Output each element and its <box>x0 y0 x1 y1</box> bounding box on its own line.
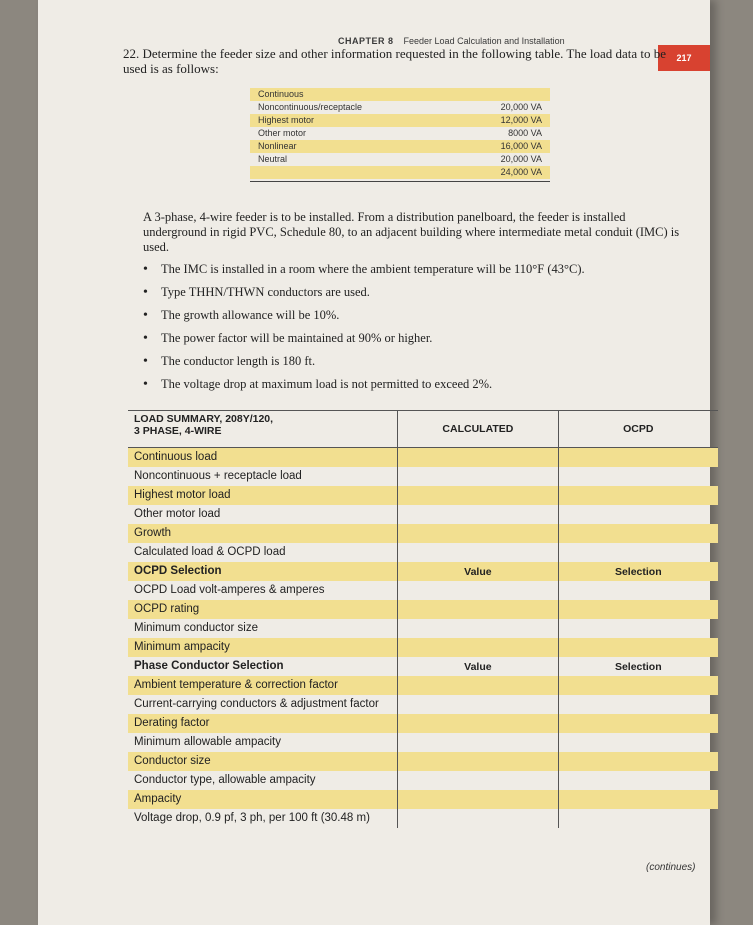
bullet-item <box>143 304 703 327</box>
summary-cell-calculated <box>397 600 557 619</box>
summary-cell-calculated <box>397 676 557 695</box>
bullet-item <box>143 281 703 304</box>
summary-row-label: Noncontinuous + receptacle load <box>134 470 302 482</box>
summary-row <box>128 562 718 581</box>
summary-row-label: OCPD rating <box>134 603 200 615</box>
bullet-text: The conductor length is 180 ft. <box>161 354 316 368</box>
summary-cell-calculated <box>397 619 557 638</box>
summary-cell-calculated <box>397 581 557 600</box>
bullet-text: The growth allowance will be 10%. <box>161 308 340 322</box>
bullet-text: The voltage drop at maximum load is not permitted to exceed 2%. <box>161 377 493 391</box>
bullet-dot-icon: • <box>143 284 148 300</box>
summary-rows <box>128 448 718 828</box>
summary-row-label: Minimum conductor size <box>134 622 258 634</box>
summary-row-label: Highest motor load <box>134 489 231 501</box>
summary-row-label: Other motor load <box>134 508 221 520</box>
bullet-list <box>143 258 703 396</box>
load-label: Nonlinear <box>258 141 297 151</box>
summary-row <box>128 676 718 695</box>
summary-cell-calculated <box>397 771 557 790</box>
summary-row <box>128 752 718 771</box>
summary-row-label: OCPD Selection <box>134 565 222 577</box>
load-table-rule <box>250 181 550 182</box>
summary-row <box>128 619 718 638</box>
bullet-text: The IMC is installed in a room where the ambient temperature will be 110°F (43°C). <box>161 262 585 276</box>
chapter-label: CHAPTER 8 <box>338 36 394 46</box>
summary-cell-calculated <box>397 638 557 657</box>
summary-cell-ocpd <box>558 543 718 562</box>
summary-row <box>128 505 718 524</box>
bullet-dot-icon: • <box>143 353 148 369</box>
load-data-row <box>250 127 550 140</box>
bullet-text: The power factor will be maintained at 90% or higher. <box>161 331 433 345</box>
load-data-row <box>250 140 550 153</box>
bullet-text: Type THHN/THWN conductors are used. <box>161 285 370 299</box>
summary-cell-ocpd <box>558 733 718 752</box>
summary-cell-ocpd <box>558 524 718 543</box>
load-value: 24,000 VA <box>500 167 542 177</box>
summary-row <box>128 733 718 752</box>
summary-cell-ocpd <box>558 771 718 790</box>
summary-row-label: Minimum allowable ampacity <box>134 736 281 748</box>
summary-row-label: OCPD Load volt-amperes & amperes <box>134 584 325 596</box>
summary-row-label: Minimum ampacity <box>134 641 230 653</box>
summary-row-label: Calculated load & OCPD load <box>134 546 286 558</box>
bullet-item <box>143 258 703 281</box>
summary-row <box>128 695 718 714</box>
question <box>123 46 683 76</box>
bullet-item <box>143 373 703 396</box>
question-number: 22. <box>123 46 140 61</box>
summary-cell-ocpd <box>558 790 718 809</box>
header-line-2: 3 PHASE, 4-WIRE <box>134 425 222 437</box>
summary-cell-ocpd <box>558 581 718 600</box>
load-data-row <box>250 153 550 166</box>
summary-cell-ocpd: Selection <box>558 562 718 581</box>
summary-cell-calculated <box>397 505 557 524</box>
summary-row-label: Phase Conductor Selection <box>134 660 284 672</box>
summary-row <box>128 467 718 486</box>
summary-cell-ocpd <box>558 448 718 467</box>
summary-cell-ocpd <box>558 619 718 638</box>
summary-row-label: Conductor size <box>134 755 211 767</box>
summary-header-title <box>128 411 397 447</box>
load-value: 20,000 VA <box>500 102 542 112</box>
book-page <box>38 0 710 925</box>
load-label: Highest motor <box>258 115 315 125</box>
summary-row-label: Conductor type, allowable ampacity <box>134 774 316 786</box>
summary-row-label: Current-carrying conductors & adjustment factor <box>134 698 379 710</box>
summary-cell-ocpd <box>558 676 718 695</box>
load-label: Neutral <box>258 154 288 164</box>
summary-header <box>128 410 718 448</box>
summary-cell-ocpd <box>558 638 718 657</box>
summary-row-label: Voltage drop, 0.9 pf, 3 ph, per 100 ft (30.48 m) <box>134 812 370 824</box>
summary-cell-calculated <box>397 714 557 733</box>
summary-cell-ocpd <box>558 467 718 486</box>
load-label: Other motor <box>258 128 307 138</box>
header-line-1: LOAD SUMMARY, 208Y/120, <box>134 413 274 425</box>
bullet-dot-icon: • <box>143 330 148 346</box>
load-value: 12,000 VA <box>500 115 542 125</box>
header-calculated: CALCULATED <box>397 411 557 447</box>
load-value: 8000 VA <box>508 128 542 138</box>
summary-row <box>128 543 718 562</box>
summary-row <box>128 448 718 467</box>
summary-row <box>128 486 718 505</box>
chapter-title: Feeder Load Calculation and Installation <box>403 36 565 46</box>
summary-cell-calculated <box>397 695 557 714</box>
summary-cell-calculated <box>397 790 557 809</box>
summary-row-label: Continuous load <box>134 451 218 463</box>
continues-note: (continues) <box>646 862 696 873</box>
page-number: 217 <box>658 45 710 71</box>
load-data-row <box>250 88 550 101</box>
load-label: Noncontinuous/receptacle <box>258 102 363 112</box>
summary-cell-calculated <box>397 486 557 505</box>
summary-row <box>128 657 718 676</box>
summary-cell-ocpd <box>558 486 718 505</box>
summary-row-label: Growth <box>134 527 172 539</box>
load-data-row <box>250 166 550 179</box>
question-text: Determine the feeder size and other information requested in the following table. The load data to be used is as follows: <box>123 46 667 76</box>
summary-cell-calculated <box>397 733 557 752</box>
bullet-item <box>143 350 703 373</box>
bullet-item <box>143 327 703 350</box>
summary-row <box>128 581 718 600</box>
header-ocpd: OCPD <box>558 411 718 447</box>
summary-cell-calculated: Value <box>397 657 557 676</box>
summary-row <box>128 809 718 828</box>
bullet-dot-icon: • <box>143 261 148 277</box>
summary-row-label: Derating factor <box>134 717 210 729</box>
load-data-row <box>250 101 550 114</box>
summary-cell-calculated <box>397 448 557 467</box>
summary-cell-ocpd <box>558 714 718 733</box>
load-data-table <box>250 88 550 182</box>
load-data-row <box>250 114 550 127</box>
summary-cell-calculated <box>397 524 557 543</box>
bullet-dot-icon: • <box>143 307 148 323</box>
summary-row <box>128 771 718 790</box>
summary-row <box>128 638 718 657</box>
summary-cell-ocpd <box>558 752 718 771</box>
summary-cell-calculated <box>397 543 557 562</box>
load-value: 20,000 VA <box>500 154 542 164</box>
summary-row <box>128 790 718 809</box>
summary-row <box>128 714 718 733</box>
summary-row <box>128 524 718 543</box>
summary-row-label: Ambient temperature & correction factor <box>134 679 338 691</box>
summary-row <box>128 600 718 619</box>
load-value: 16,000 VA <box>500 141 542 151</box>
summary-cell-calculated: Value <box>397 562 557 581</box>
summary-cell-calculated <box>397 467 557 486</box>
summary-cell-calculated <box>397 809 557 828</box>
summary-row-label: Ampacity <box>134 793 182 805</box>
summary-cell-ocpd <box>558 695 718 714</box>
summary-cell-ocpd <box>558 809 718 828</box>
summary-cell-ocpd <box>558 505 718 524</box>
bullet-dot-icon: • <box>143 376 148 392</box>
summary-cell-ocpd: Selection <box>558 657 718 676</box>
load-label: Continuous <box>258 89 304 99</box>
description-paragraph: A 3-phase, 4-wire feeder is to be installed. From a distribution panelboard, the feeder is installed underground in rigid PVC, Schedule 80, to an adjacent building where intermediate metal conduit (IMC) is used. <box>143 210 680 254</box>
summary-cell-calculated <box>397 752 557 771</box>
load-summary-table <box>128 410 718 828</box>
summary-cell-ocpd <box>558 600 718 619</box>
